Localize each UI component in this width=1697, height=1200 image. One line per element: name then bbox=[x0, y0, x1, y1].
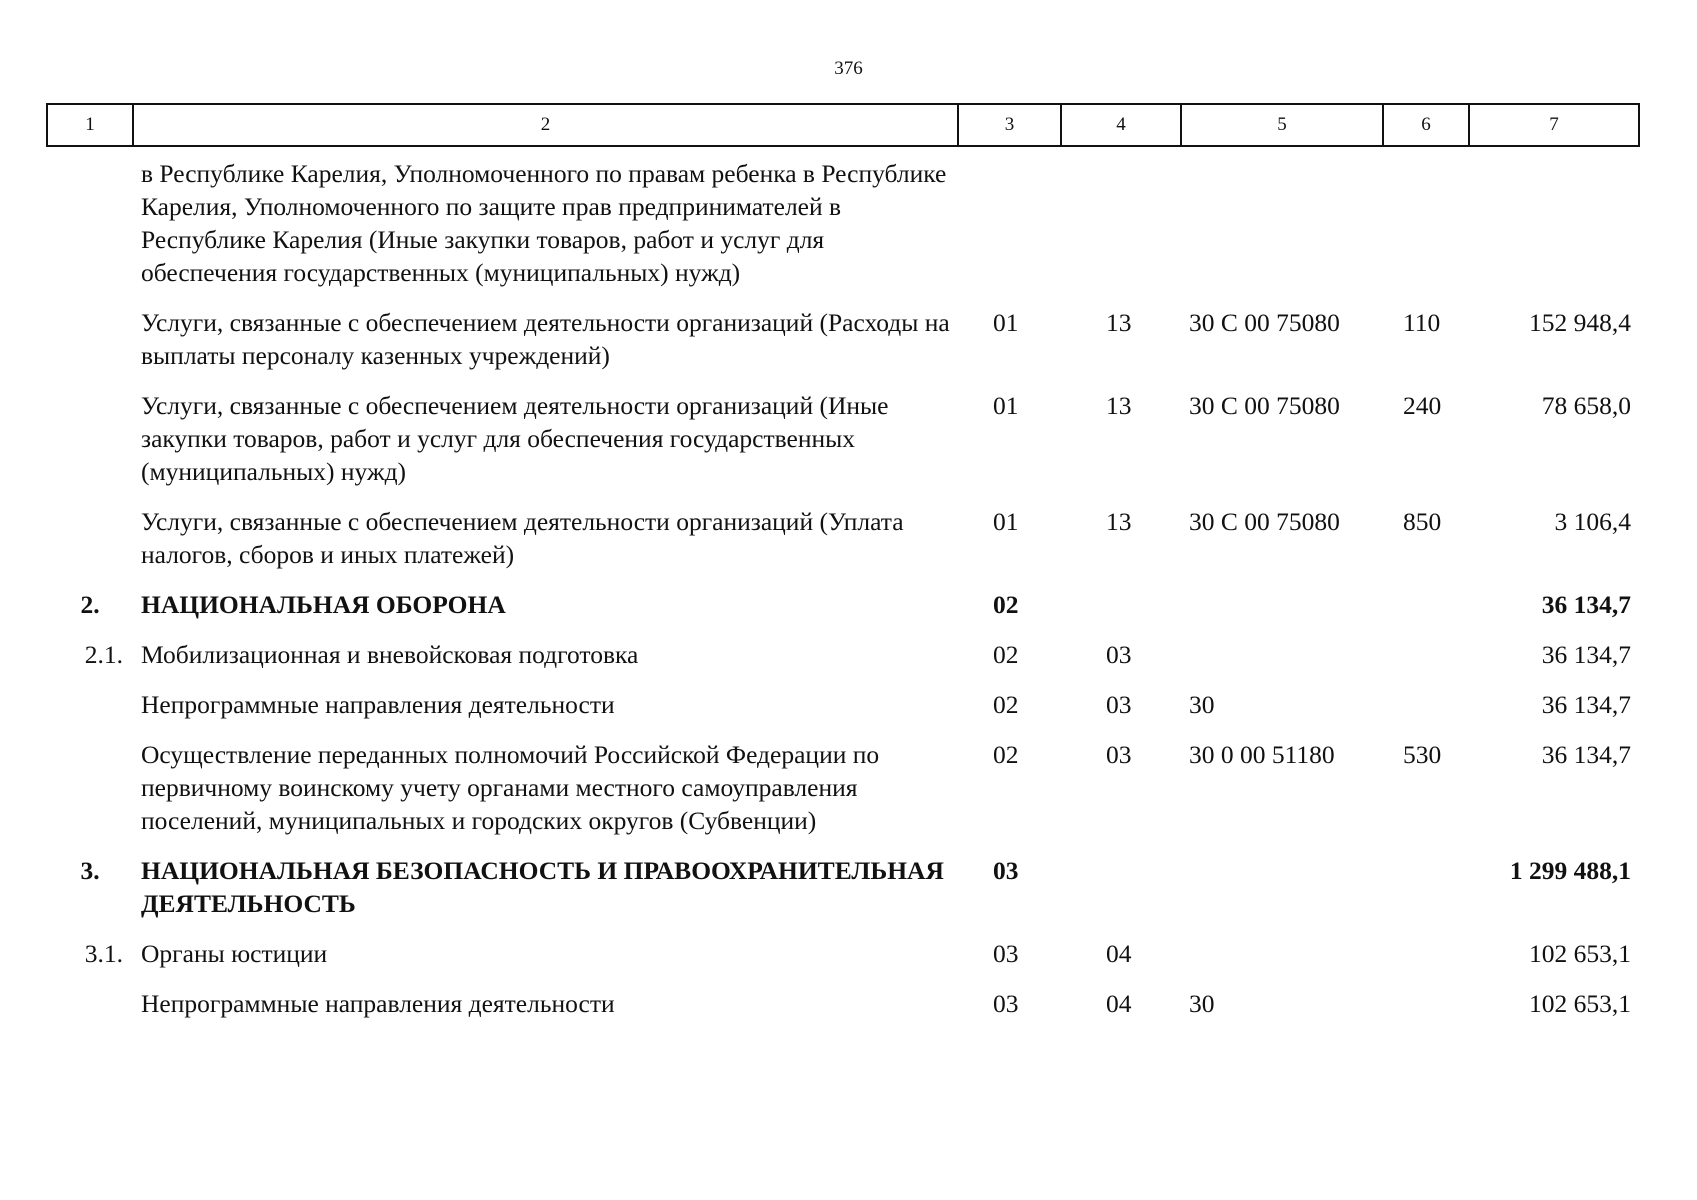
column-header: 2 bbox=[133, 104, 958, 146]
amount: 102 653,1 bbox=[1529, 939, 1631, 968]
target-article-code bbox=[1181, 579, 1383, 629]
table-row bbox=[47, 729, 1639, 845]
target-article-code: 30 С 00 75080 bbox=[1189, 308, 1340, 337]
table-row bbox=[47, 146, 1639, 297]
row-index: 3. bbox=[80, 856, 100, 885]
row-index: 2. bbox=[80, 590, 100, 619]
table-body bbox=[47, 146, 1639, 1028]
row-name: Органы юстиции bbox=[141, 939, 328, 968]
row-index: 3.1. bbox=[84, 939, 123, 968]
section-code: 02 bbox=[993, 640, 1019, 669]
subsection-code bbox=[1061, 845, 1181, 928]
amount: 36 134,7 bbox=[1541, 640, 1631, 669]
row-index bbox=[47, 679, 133, 729]
expense-type-code bbox=[1383, 629, 1469, 679]
table-row bbox=[47, 679, 1639, 729]
expense-type-code: 240 bbox=[1403, 391, 1442, 420]
table-row bbox=[47, 496, 1639, 579]
column-header-row bbox=[47, 104, 1639, 146]
row-index bbox=[47, 496, 133, 579]
row-name: в Республике Карелия, Уполномоченного по правам ребенка в Республике Карелия, Уполномоченного по защите прав предпринимателей в Республике Карелия (Иные закупки товаров, работ и услуг для обеспечения государственных (муниципальных) нужд) bbox=[141, 159, 947, 287]
table-row bbox=[47, 297, 1639, 380]
target-article-code bbox=[1181, 845, 1383, 928]
row-name: НАЦИОНАЛЬНАЯ ОБОРОНА bbox=[141, 590, 506, 619]
amount: 36 134,7 bbox=[1541, 590, 1631, 619]
subsection-code: 03 bbox=[1106, 740, 1132, 769]
subsection-code: 13 bbox=[1106, 507, 1132, 536]
subsection-code: 04 bbox=[1106, 989, 1132, 1018]
expense-type-code bbox=[1383, 146, 1469, 297]
subsection-code: 04 bbox=[1106, 939, 1132, 968]
row-name: НАЦИОНАЛЬНАЯ БЕЗОПАСНОСТЬ И ПРАВООХРАНИТЕЛЬНАЯ ДЕЯТЕЛЬНОСТЬ bbox=[141, 856, 944, 918]
target-article-code: 30 bbox=[1189, 989, 1215, 1018]
expense-type-code: 530 bbox=[1403, 740, 1442, 769]
expense-type-code bbox=[1383, 928, 1469, 978]
amount: 36 134,7 bbox=[1541, 740, 1631, 769]
column-header: 1 bbox=[47, 104, 133, 146]
row-index bbox=[47, 380, 133, 496]
subsection-code bbox=[1061, 146, 1181, 297]
row-name: Услуги, связанные с обеспечением деятельности организаций (Расходы на выплаты персоналу казенных учреждений) bbox=[141, 308, 950, 370]
amount: 3 106,4 bbox=[1554, 507, 1631, 536]
row-index bbox=[47, 146, 133, 297]
row-index bbox=[47, 297, 133, 380]
expense-type-code: 110 bbox=[1403, 308, 1441, 337]
section-code: 01 bbox=[993, 507, 1019, 536]
target-article-code bbox=[1181, 146, 1383, 297]
row-index: 2.1. bbox=[84, 640, 123, 669]
amount: 152 948,4 bbox=[1529, 308, 1631, 337]
target-article-code: 30 С 00 75080 bbox=[1189, 391, 1340, 420]
table-row bbox=[47, 380, 1639, 496]
section-code: 02 bbox=[993, 590, 1019, 619]
column-header: 6 bbox=[1383, 104, 1469, 146]
row-index bbox=[47, 729, 133, 845]
section-code: 03 bbox=[993, 939, 1019, 968]
amount: 102 653,1 bbox=[1529, 989, 1631, 1018]
subsection-code: 03 bbox=[1106, 690, 1132, 719]
expense-type-code bbox=[1383, 579, 1469, 629]
column-header: 5 bbox=[1181, 104, 1383, 146]
target-article-code bbox=[1181, 629, 1383, 679]
section-code: 03 bbox=[993, 856, 1019, 885]
row-name: Услуги, связанные с обеспечением деятельности организаций (Иные закупки товаров, работ и услуг для обеспечения государственных (муниципальных) нужд) bbox=[141, 391, 889, 486]
row-name: Услуги, связанные с обеспечением деятельности организаций (Уплата налогов, сборов и иных платежей) bbox=[141, 507, 904, 569]
expense-type-code bbox=[1383, 845, 1469, 928]
expense-type-code bbox=[1383, 679, 1469, 729]
expense-type-code: 850 bbox=[1403, 507, 1442, 536]
section-row bbox=[47, 579, 1639, 629]
page-number: 376 bbox=[834, 58, 863, 79]
row-name: Непрограммные направления деятельности bbox=[141, 989, 615, 1018]
target-article-code: 30 0 00 51180 bbox=[1189, 740, 1335, 769]
amount bbox=[1469, 146, 1639, 297]
row-name: Осуществление переданных полномочий Российской Федерации по первичному воинскому учету органами местного самоуправления поселений, муниципальных и городских округов (Субвенции) bbox=[141, 740, 880, 835]
section-row bbox=[47, 845, 1639, 928]
subsection-code: 13 bbox=[1106, 308, 1132, 337]
column-header: 7 bbox=[1469, 104, 1639, 146]
section-code: 03 bbox=[993, 989, 1019, 1018]
table-row bbox=[47, 629, 1639, 679]
target-article-code bbox=[1181, 928, 1383, 978]
table-row bbox=[47, 928, 1639, 978]
amount: 1 299 488,1 bbox=[1509, 856, 1631, 885]
amount: 78 658,0 bbox=[1541, 391, 1631, 420]
section-code: 02 bbox=[993, 740, 1019, 769]
column-header: 3 bbox=[958, 104, 1061, 146]
row-name: Непрограммные направления деятельности bbox=[141, 690, 615, 719]
subsection-code: 03 bbox=[1106, 640, 1132, 669]
row-name: Мобилизационная и вневойсковая подготовка bbox=[141, 640, 639, 669]
section-code: 02 bbox=[993, 690, 1019, 719]
target-article-code: 30 bbox=[1189, 690, 1215, 719]
subsection-code: 13 bbox=[1106, 391, 1132, 420]
column-header: 4 bbox=[1061, 104, 1181, 146]
row-index bbox=[47, 978, 133, 1028]
target-article-code: 30 С 00 75080 bbox=[1189, 507, 1340, 536]
section-code: 01 bbox=[993, 391, 1019, 420]
table-row bbox=[47, 978, 1639, 1028]
budget-table bbox=[46, 103, 1640, 1028]
subsection-code bbox=[1061, 579, 1181, 629]
section-code: 01 bbox=[993, 308, 1019, 337]
expense-type-code bbox=[1383, 978, 1469, 1028]
section-code bbox=[958, 146, 1061, 297]
amount: 36 134,7 bbox=[1541, 690, 1631, 719]
